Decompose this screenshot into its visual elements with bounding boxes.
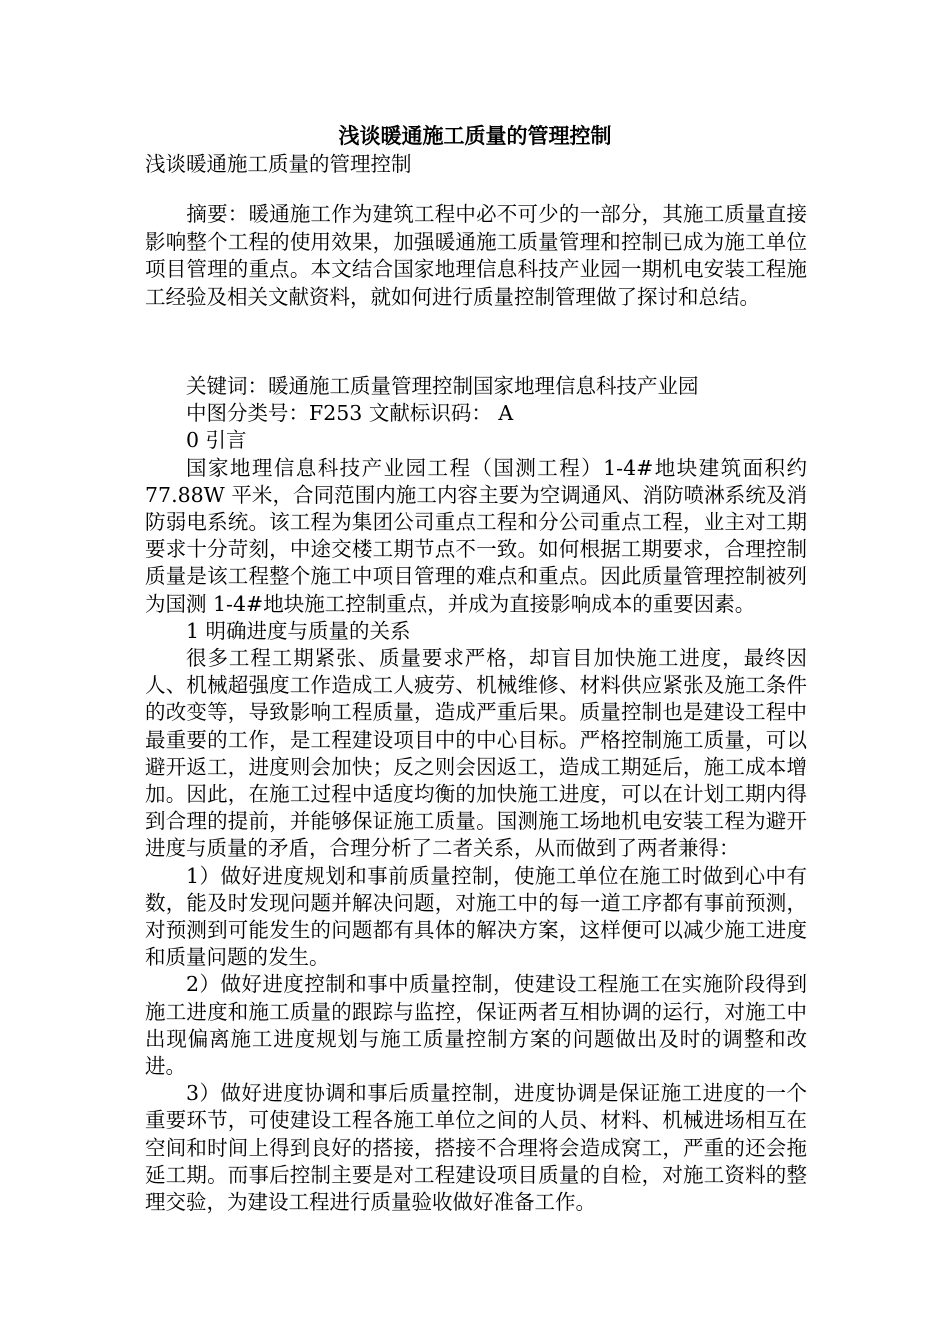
classification-line: 中图分类号：F253 文献标识码： A (186, 401, 514, 426)
document-subtitle: 浅谈暖通施工质量的管理控制 (145, 152, 412, 176)
list-item-1: 1）做好进度规划和事前质量控制，使施工单位在施工时做到心中有数，能及时发现问题并解决问题，对施工中的每一道工序都有事前预测，对预测到可能发生的问题都有具体的解决方案，这样便可以减少施工进度和质量问题的发生。 (145, 863, 807, 970)
progress-quality-paragraph: 很多工程工期紧张、质量要求严格，却盲目加快施工进度，最终因人、机械超强度工作造成工人疲劳、机械维修、材料供应紧张及施工条件的改变等，导致影响工程质量，造成严重后果。质量控制也是建设工程中最重要的工作，是工程建设项目中的中心目标。严格控制施工质量，可以避开返工，进度则会加快；反之则会因返工，造成工期延后，施工成本增加。因此，在施工过程中适度均衡的加快施工进度，可以在计划工期内得到合理的提前，并能够保证施工质量。国测施工场地机电安装工程为避开进度与质量的矛盾，合理分析了二者关系，从而做到了两者兼得： (145, 646, 807, 861)
section-heading-progress-quality: 1 明确进度与质量的关系 (186, 618, 411, 643)
abstract-paragraph: 摘要：暖通施工作为建筑工程中必不可少的一部分，其施工质量直接影响整个工程的使用效果，加强暖通施工质量管理和控制已成为施工单位项目管理的重点。本文结合国家地理信息科技产业园一期机电安装工程施工经验及相关文献资料，就如何进行质量控制管理做了探讨和总结。 (145, 202, 807, 309)
introduction-paragraph: 国家地理信息科技产业园工程（国测工程）1-4#地块建筑面积约 77.88W 平米，合同范围内施工内容主要为空调通风、消防喷淋系统及消防弱电系统。该工程为集团公司重点工程和分公司重点工程，业主对工期要求十分苛刻，中途交楼工期节点不一致。如何根据工期要求，合理控制质量是该工程整个施工中项目管理的难点和重点。因此质量管理控制被列为国测 1-4#地块施工控制重点，并成为直接影响成本的重要因素。 (145, 455, 807, 616)
document-title: 浅谈暖通施工质量的管理控制 (338, 124, 612, 148)
keywords-line: 关键词：暖通施工质量管理控制国家地理信息科技产业园 (186, 374, 699, 398)
list-item-3: 3）做好进度协调和事后质量控制，进度协调是保证施工进度的一个重要环节，可使建设工程各施工单位之间的人员、材料、机械进场相互在空间和时间上得到良好的搭接，搭接不合理将会造成窝工，严重的还会拖延工期。而事后控制主要是对工程建设项目质量的自检，对施工资料的整理交验，为建设工程进行质量验收做好准备工作。 (145, 1081, 807, 1215)
list-item-2: 2）做好进度控制和事中质量控制，使建设工程施工在实施阶段得到施工进度和施工质量的跟踪与监控，保证两者互相协调的运行，对施工中出现偏离施工进度规划与施工质量控制方案的问题做出及时的调整和改进。 (145, 972, 807, 1079)
document-body (145, 373, 807, 1216)
section-heading-introduction: 0 引言 (186, 428, 247, 453)
